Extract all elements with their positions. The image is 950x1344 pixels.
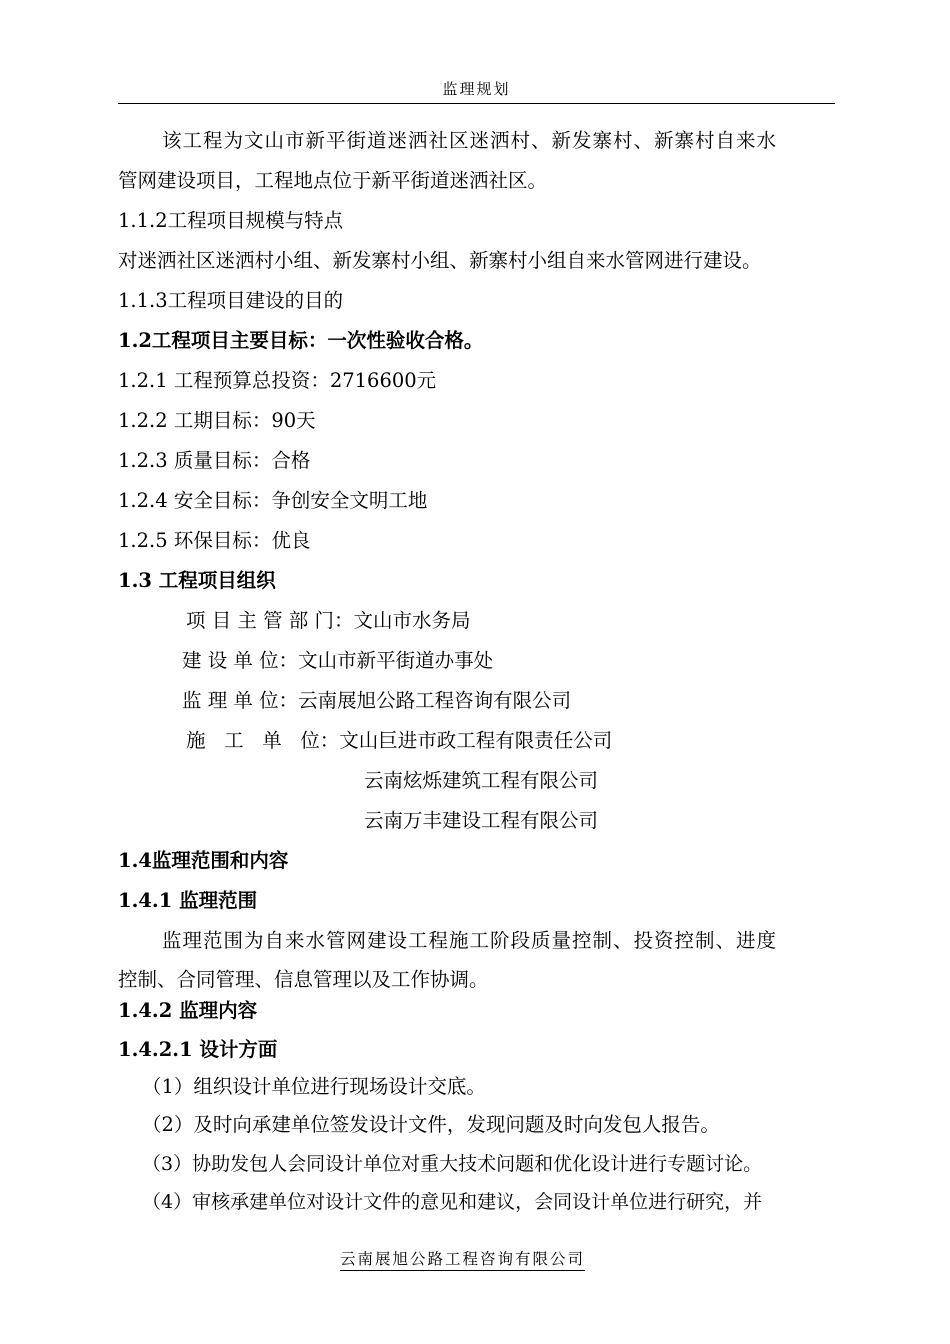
paragraph-line: 监理范围为自来水管网建设工程施工阶段质量控制、投资控制、进度: [162, 929, 778, 952]
header-divider: [118, 103, 835, 104]
section-heading: 1.4监理范围和内容: [118, 849, 289, 872]
org-row: 项 目 主 管 部 门：文山市水务局: [186, 609, 471, 632]
page-footer-company: 云南展旭公路工程咨询有限公司: [340, 1247, 585, 1271]
section-heading: 1.1.3工程项目建设的目的: [118, 289, 344, 312]
list-item: （2）及时向承建单位签发设计文件，发现问题及时向发包人报告。: [142, 1113, 720, 1136]
list-item: （1）组织设计单位进行现场设计交底。: [142, 1075, 486, 1098]
list-item: （4）审核承建单位对设计文件的意见和建议，会同设计单位进行研究，并: [142, 1191, 763, 1213]
paragraph-line: 管网建设项目，工程地点位于新平街道迷洒社区。: [118, 169, 548, 192]
target-item: 1.2.5 环保目标：优良: [118, 529, 311, 552]
list-item: （3）协助发包人会同设计单位对重大技术问题和优化设计进行专题讨论。: [142, 1153, 763, 1175]
section-heading: 1.3 工程项目组织: [118, 569, 276, 592]
page-header-title: 监理规划: [442, 80, 511, 98]
org-row-continuation: 云南炫烁建筑工程有限公司: [364, 769, 599, 792]
paragraph-line: 对迷洒社区迷洒村小组、新发寨村小组、新寨村小组自来水管网进行建设。: [118, 249, 762, 272]
org-row-continuation: 云南万丰建设工程有限公司: [364, 809, 599, 832]
section-heading: 1.2工程项目主要目标：一次性验收合格。: [118, 329, 484, 352]
org-row: 建 设 单 位：文山市新平街道办事处: [182, 649, 494, 672]
target-item: 1.2.4 安全目标：争创安全文明工地: [118, 489, 428, 512]
section-heading: 1.4.2.1 设计方面: [118, 1038, 278, 1061]
org-row: 施 工 单 位：文山巨进市政工程有限责任公司: [186, 729, 613, 752]
target-item: 1.2.2 工期目标：90天: [118, 409, 316, 432]
section-heading: 1.1.2工程项目规模与特点: [118, 209, 344, 232]
org-row: 监 理 单 位：云南展旭公路工程咨询有限公司: [182, 689, 572, 712]
section-heading: 1.4.2 监理内容: [118, 999, 258, 1022]
section-heading: 1.4.1 监理范围: [118, 889, 258, 912]
paragraph-line: 控制、合同管理、信息管理以及工作协调。: [118, 968, 489, 991]
paragraph-line: 该工程为文山市新平街道迷洒社区迷洒村、新发寨村、新寨村自来水: [162, 129, 778, 152]
target-item: 1.2.3 质量目标：合格: [118, 449, 311, 472]
target-item: 1.2.1 工程预算总投资：2716600元: [118, 369, 437, 392]
